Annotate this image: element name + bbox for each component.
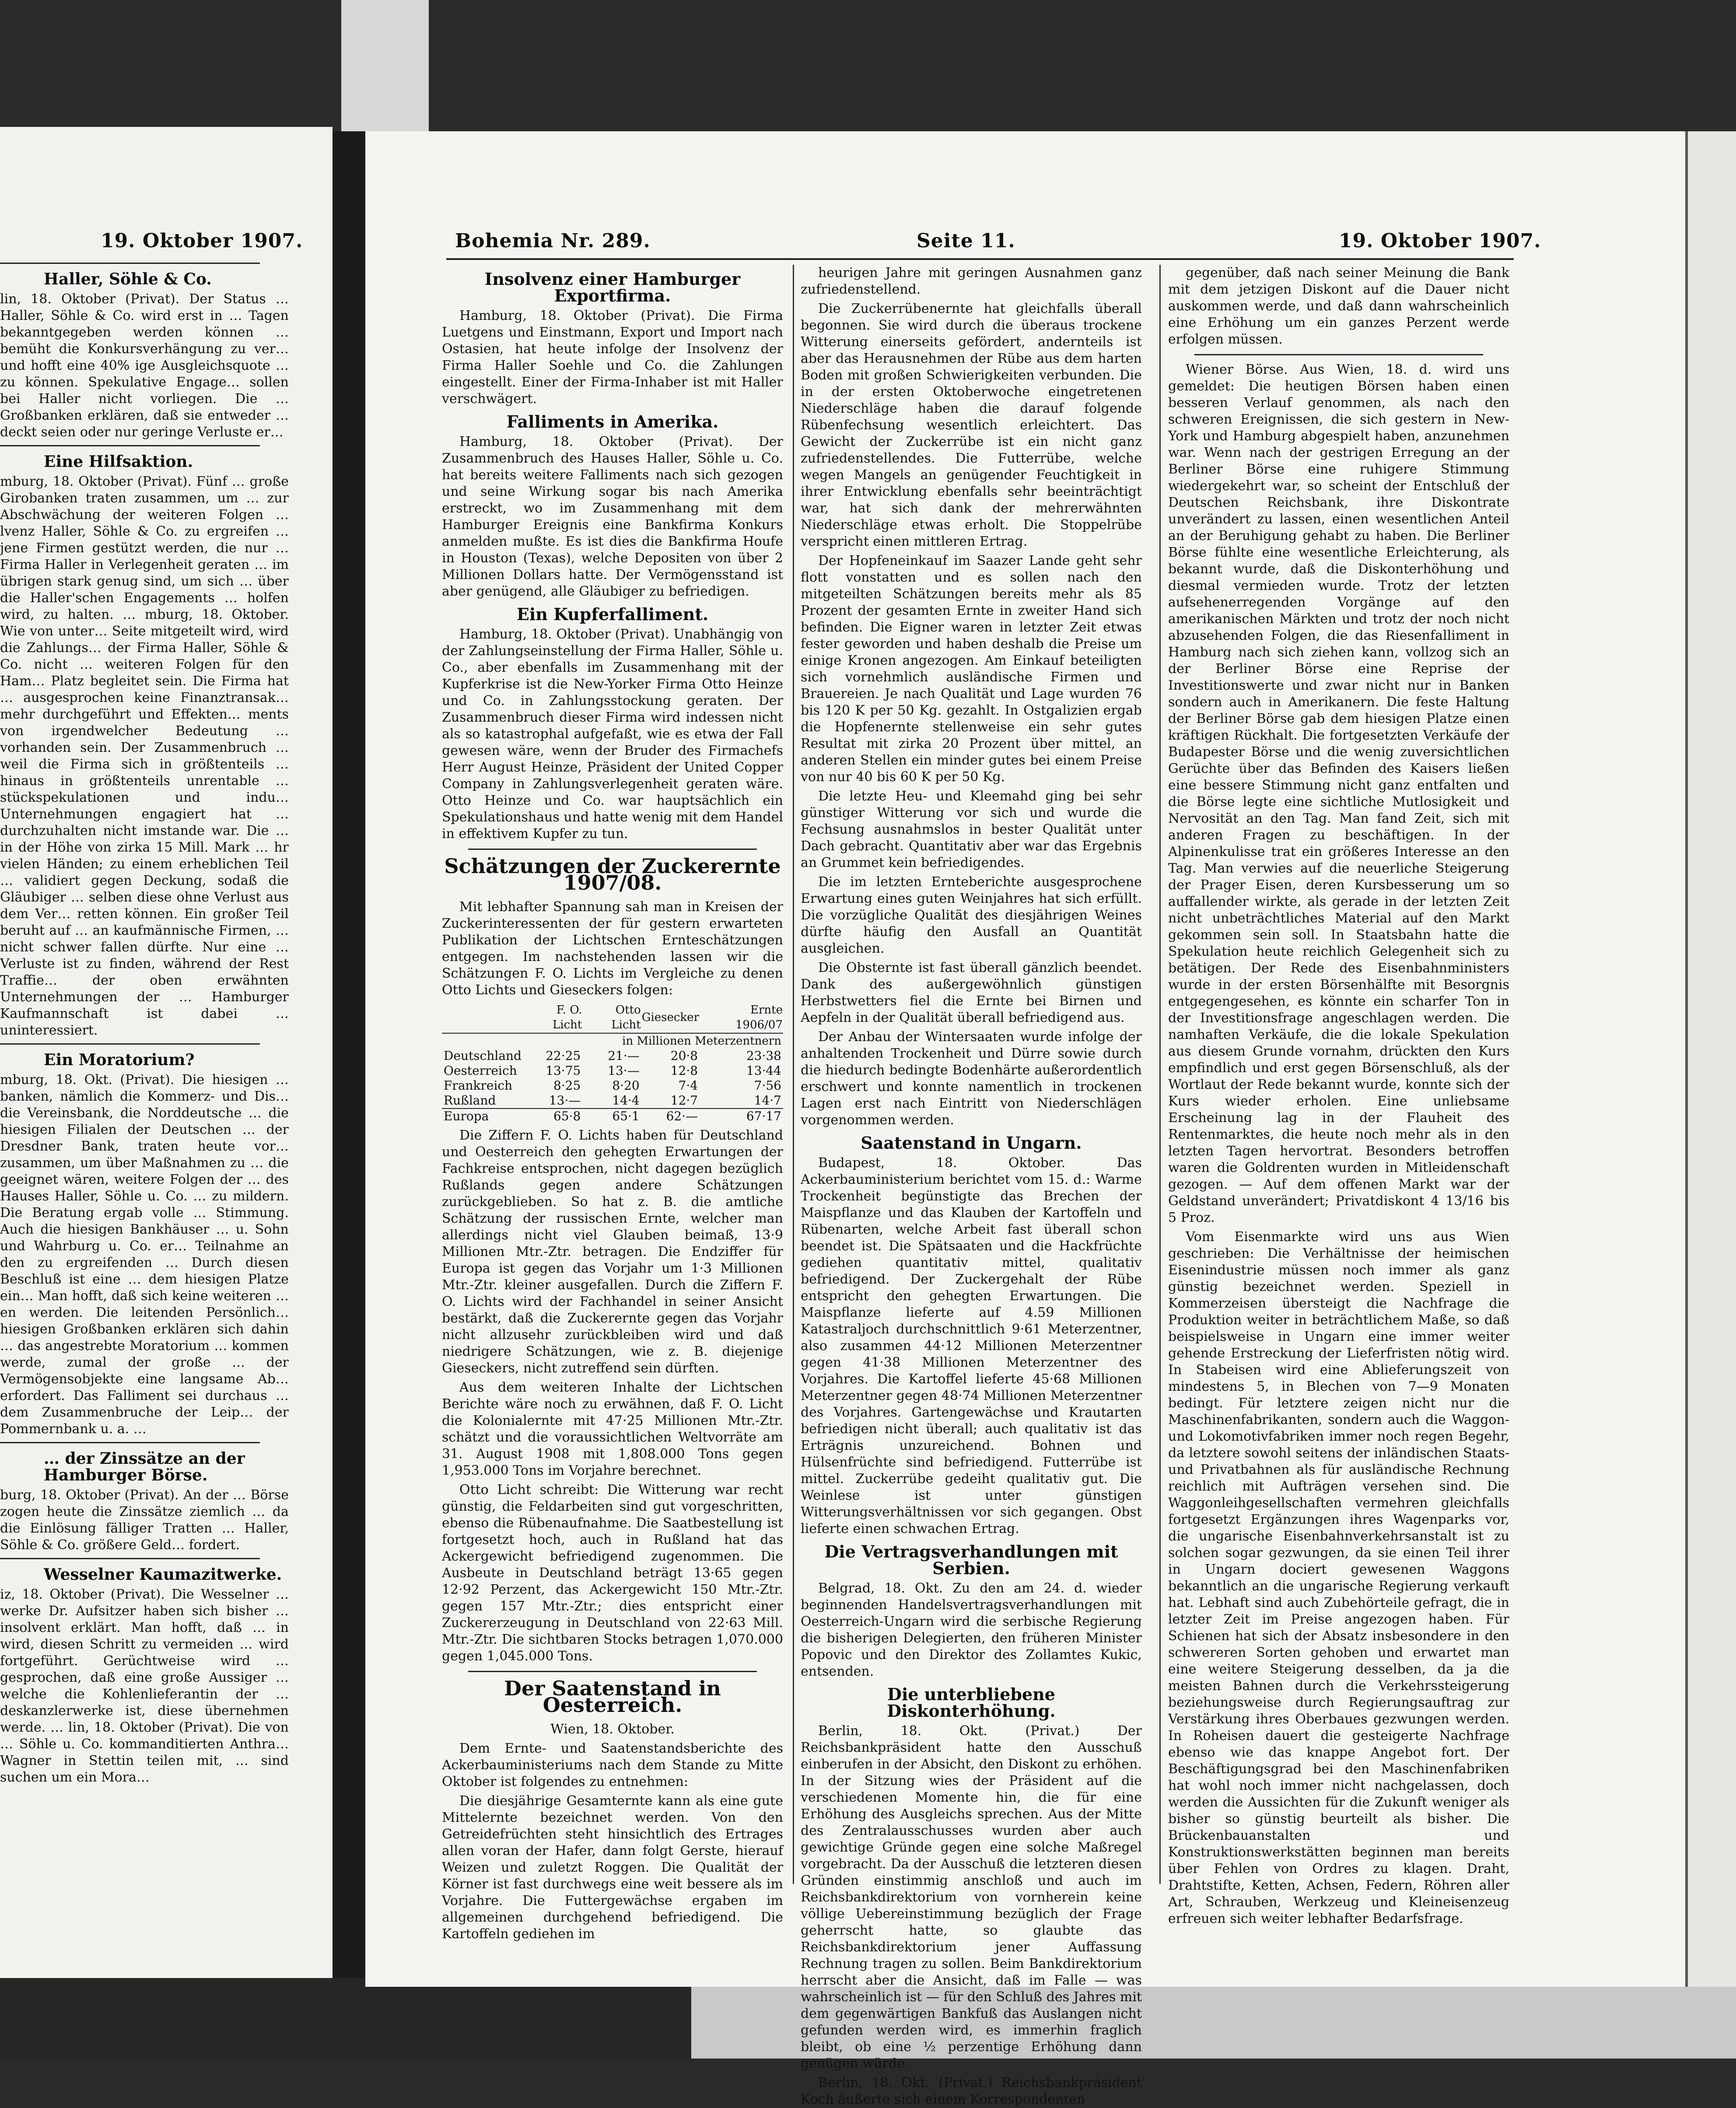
table-cell: 13·—	[608, 1063, 640, 1078]
article-paragraph: Die diesjährige Gesamternte kann als eine gute Mittelernte bezeichnet werden. Von den Getreidefrüchten steht hinsichtlich des Ertrages allen voran der Hafer, dann folgt Gerste, hierauf Weizen und zuletzt Roggen. Die Qualität der Körner ist fast durchwegs eine weit bessere als im Vorjahre. Die Futtergewächse ergaben im allgemeinen durchgehend befriedigend. Die Kartoffeln gediehen im	[442, 1793, 783, 1942]
table-cell: Deutschland	[444, 1049, 522, 1063]
header-rule	[446, 258, 1514, 260]
article-paragraph: Die letzte Heu- und Kleemahd ging bei sehr günstiger Witterung vor sich und wurde die Fechsung ausnahmslos in bester Qualität unter Dach gebracht. Quantitativ aber war das Ergebnis an Grummet kein befriedigendes.	[801, 789, 1142, 870]
newspaper-issue: Bohemia Nr. 289.	[455, 230, 651, 252]
article-paragraph: Hamburg, 18. Oktober (Privat). Die Firma Luetgens und Einstmann, Export und Import nach Ostasien, hat heute infolge der Insolvenz der Firma Haller Soehle und Co. die Zahlungen eingestellt. Einer der Firma-Inhaber ist mit Haller verschwägert.	[442, 308, 783, 407]
section-rule	[468, 1671, 757, 1672]
left-page-column	[0, 258, 289, 1886]
table-cell: 7·4	[678, 1078, 698, 1093]
scan-top-light-stripe	[341, 0, 429, 131]
table-cell: 65·8	[523, 1108, 582, 1124]
article-paragraph: Die Ziffern F. O. Lichts haben für Deutschland und Oesterreich den gehegten Erwartungen der Fachkreise entsprochen, nicht dagegen bezüglich Rußlands gegen andere Schätzungen zurückgeblieben. So hat z. B. die amtliche Schätzung der russischen Ernte, welcher man allerdings nicht viel Glauben beimaß, 13·9 Millionen Mtr.-Ztr. betragen. Die Endziffer für Europa ist gegen das Vorjahr um 1·3 Millionen Mtr.-Ztr. kleiner ausgefallen. Durch die Ziffern F. O. Lichts wird der Fachhandel in seiner Ansicht bestärkt, daß die Zuckerernte gegen das Vorjahr nicht allzusehr zurückbleiben wird und daß niedrigere Schätzungen, wie z. B. diejenige Gieseckers, nicht zutreffend sein dürften.	[442, 1128, 783, 1376]
article-text: iz, 18. Oktober (Privat). Die Wesselner … werke Dr. Aufsitzer haben sich bisher … insolvent erklärt. Man hofft, daß … in wird, diesen Schritt zu vermeiden … wird fortgeführt. Gerüchtweise wird … gesprochen, daß eine große Aussiger … welche die Kohlenlieferantin der … deskanzlerwerke ist, diese übernehmen werde. … lin, 18. Oktober (Privat). Die von … Söhle u. Co. kommanditierten Anthra… Wagner in Stettin teilen mit, … sind suchen um ein Mora…	[0, 1587, 289, 1785]
table-cell: 13·75	[546, 1063, 581, 1078]
article-paragraph: Dem Ernte- und Saatenstandsberichte des Ackerbauministeriums nach dem Stande zu Mitte Oktober ist folgendes zu entnehmen:	[442, 1741, 783, 1789]
table-cell: 14·4	[612, 1093, 640, 1108]
table-cell: 12·7	[670, 1093, 698, 1108]
article-text: lin, 18. Oktober (Privat). Der Status … Haller, Söhle & Co. wird erst in … Tagen bekanntgegeben werden können … bemüht die Konkursverhängung zu ver… und hofft eine 40% ige Ausgleichsquote … zu können. Spekulative Engage… sollen bei Haller nicht vorliegen. Die … Großbanken erklären, daß sie entweder … deckt seien oder nur geringe Verluste er…	[0, 291, 289, 440]
table-cell: 65·1	[582, 1108, 641, 1124]
article-paragraph: Berlin, 18. Okt. (Privat.) Reichsbankpräsident Koch äußerte sich einem Korrespondenten	[801, 2075, 1142, 2107]
section-rule	[0, 445, 260, 446]
table-cell: 14·7	[754, 1093, 781, 1108]
article-paragraph: heurigen Jahre mit geringen Ausnahmen ganz zufriedenstellend.	[801, 265, 1142, 297]
article-heading: Die Vertragsverhandlungen mit Serbien.	[824, 1542, 1118, 1578]
article-paragraph: Otto Licht schreibt: Die Witterung war recht günstig, die Feldarbeiten sind gut vorgeschritten, ebenso die Rübenaufnahme. Die Saatbestellung ist fortgesetzt hoch, auch in Rußland hat das Ackergewicht befriedigend zugenommen. Die Ausbeute in Deutschland beträgt 13·65 gegen 12·92 Perzent, das Ackergewicht 150 Mtr.-Ztr. gegen 157 Mtr.-Ztr.; dies entspricht einer Zuckererzeugung in Deutschland von 22·63 Mill. Mtr.-Ztr. Die sichtbaren Stocks betragen 1,070.000 gegen 1,045.000 Tons.	[442, 1482, 783, 1664]
article-paragraph: Berlin, 18. Okt. (Privat.) Der Reichsbankpräsident hatte den Ausschuß einberufen in der Absicht, den Diskont zu erhöhen. In der Sitzung wies der Präsident auf die verschiedenen Momente hin, die für eine Erhöhung des Ausgleichs sprechen. Aus der Mitte des Zentralausschusses wurden aber auch gewichtige Gründe gegen eine solche Maßregel vorgebracht. Da der Ausschuß die letzteren diesen Gründen einstimmig anschloß und auch im Reichsbankdirektorium von vornherein keine völlige Uebereinstimmung bezüglich der Frage geherrscht hatte, so glaubte das Reichsbankdirektorium jener Auffassung Rechnung tragen zu sollen. Beim Bankdirektorium herrscht aber die Ansicht, daß im Falle — was wahrscheinlich ist — für den Schluß des Jahres mit dem gegenwärtigen Bankfuß das Auslangen nicht gefunden werden wird, es immerhin fraglich bleibt, ob eine ½ perzentige Erhöhung dann genügen würde.	[801, 1723, 1142, 2071]
section-rule	[0, 1558, 260, 1559]
article-paragraph: Wiener Börse. Aus Wien, 18. d. wird uns gemeldet: Die heutigen Börsen haben einen besseren Verlauf genommen, als nach den schweren Ereignissen, die sich gestern in New-York und Hamburg abgespielt haben, anzunehmen war. Wenn nach der gestrigen Erregung an der Berliner Börse eine ruhigere Stimmung wiedergekehrt war, so scheint der Entschluß der Deutschen Reichsbank, ihre Diskontrate unverändert zu lassen, einen wesentlichen Anteil an der Beruhigung gehabt zu haben. Die Berliner Börse fühlte eine wesentliche Erleichterung, als bekannt wurde, daß die Diskonterhöhung und diesmal vermieden wurde. Trotz der letzten aufsehenerregenden Vorgänge auf den amerikanischen Märkten und trotz der noch nicht abzusehenden Folgen, die das Riesenfalliment in Hamburg nach sich ziehen kann, vollzog sich an der Berliner Börse eine Reprise der Investitionswerte und zwar nicht nur in Banken sondern auch in Amerikanern. Die feste Haltung der Berliner Börse gab dem hiesigen Platze einen kräftigen Rückhalt. Die fortgesetzten Verkäufe der Budapester Börse und die wenig zuversichtlichen Gerüchte über das Befinden des Kaisers ließen eine bessere Stimmung nicht ganz entfalten und die Börse legte eine sichtliche Mutlosigkeit und Nervosität an den Tag. Man fand Zeit, sich mit anderen Fragen zu beschäftigen. In der Alpinenkulisse trat ein größeres Interesse an den Tag. Man verwies auf die neuerliche Steigerung der Prager Eisen, deren Kursbesserung um so auffallender wirkte, als gerade in der letzten Zeit nicht unbeträchtliches Material auf den Markt gekommen sein soll. In Staatsbahn hatte die Spekulation heute reichlich Gelegenheit sich zu betätigen. Der Rede des Eisenbahnministers wurde in der ersten Börsenhälfte mit Besorgnis entgegengesehen, es könnte ein scharfer Ton in der Investitionsfrage angeschlagen werden. Die namhaften Verkäufe, die die lokale Spekulation aus diesem Grunde vornahm, drückten den Kurs empfindlich und erst gegen Börsenschluß, als der Wortlaut der Rede bekannt wurde, konnte sich der Kurs wieder erholen. Eine unliebsame Erscheinung lag in der Flauheit des Rentenmarktes, die heute noch mehr als in den letzten Tagen hervortrat. Besonders betroffen waren die Goldrenten wurden in Mitleidenschaft gezogen. — Auf dem offenen Markt war der Geldstand unverändert; Privatdiskont 4 13/16 bis 5 Proz.	[1168, 362, 1509, 1225]
article-heading: Haller, Söhle & Co.	[44, 270, 212, 288]
article-heading: Die unterbliebene Diskonterhöhung.	[887, 1684, 1056, 1721]
dateline: Wien, 18. Oktober.	[550, 1722, 675, 1737]
article-paragraph: Vom Eisenmarkte wird uns aus Wien geschrieben: Die Verhältnisse der heimischen Eisenindustrie müssen noch immer als ganz günstig bezeichnet werden. Speziell in Kommerzeisen übersteigt die Nachfrage die Produktion weiter in beträchtlichem Maße, so daß beispielsweise in Ungarn eine immer weiter gehende Erstreckung der Lieferfristen nötig wird. In Stabeisen wird eine Ablieferungszeit von mindestens 5, in Blechen von 7—9 Monaten bedingt. Für letztere zeigen nicht nur die Maschinenfabrikanten, sondern auch die Waggon- und Lokomotivfabriken immer noch regen Begehr, da letztere sowohl seitens der inländischen Staats- und Privatbahnen als für ausländische Rechnung reichlich mit Aufträgen versehen sind. Die Waggonleihgesellschaften vermehren gleichfalls fortgesetzt Ergänzungen ihres Wagenparks vor, die ungarische Eisenbahnverkehrsanstalt ist zu solchen sogar gezwungen, da sie einen Teil ihrer in Ungarn dociert gewesenen Waggons bekanntlich an die ungarische Regierung verkauft hat. Lebhaft sind auch Zubehörteile gefragt, die in letzter Zeit im Preise angezogen haben. Für Schienen hat sich der Absatz insbesondere in den schwereren Sorten gehoben und erwartet man eine weitere Steigerung desselben, da ja die meisten Bahnen durch die Verkehrssteigerung beziehungsweise durch Regierungsauftrag zur Verstärkung ihres Oberbaues gezwungen werden. In Roheisen dauert die gesteigerte Nachfrage ebenso wie das knappe Angebot fort. Der Beschäftigungsgrad bei den Maschinenfabriken hat wohl noch immer nicht nachgelassen, doch werden die Aussichten für die Zukunft weniger als bisher so günstig beurteilt als bisher. Die Brückenbauanstalten und Konstruktionswerkstätten beginnen man bereits über Fehlen von Ordres zu klagen. Draht, Drahtstifte, Ketten, Achsen, Federn, Röhren aller Art, Schrauben, Werkzeug und Kleineisenzeug erfreuen sich weiter lebhafter Bedarfsfrage.	[1168, 1229, 1509, 1926]
article-paragraph: Budapest, 18. Oktober. Das Ackerbauministerium berichtet vom 15. d.: Warme Trockenheit begünstigte das Brechen der Maispflanze und das Klauben der Kartoffeln und Rübenarten, welche Arbeit fast überall schon beendet ist. Die Spätsaaten und die Hackfrüchte gediehen quantitativ mittel, qualitativ befriedigend. Der Zuckergehalt der Rübe entspricht den gehegten Erwartungen. Die Maispflanze lieferte auf 4.59 Millionen Katastraljoch durchschnittlich 9·61 Meterzentner, also zusammen 44·12 Millionen Meterzentner gegen 41·38 Millionen Meterzentner des Vorjahres. Die Kartoffel lieferte 45·68 Millionen Meterzentner gegen 48·74 Millionen Meterzentner des Vorjahres. Gartengewächse und Krautarten befriedigen nicht überall; auch qualitativ ist das Erträgnis unzureichend. Bohnen und Hülsenfrüchte sind befriedigend. Futterrübe ist mittel. Zuckerrübe gedeiht qualitativ gut. Die Weinlese ist unter günstigen Witterungsverhältnissen vor sich gegangen. Obst lieferte einen schwachen Ertrag.	[801, 1155, 1142, 1536]
article-heading: Ein Moratorium?	[44, 1051, 195, 1069]
table-cell: 7·56	[754, 1078, 781, 1093]
article-paragraph: Hamburg, 18. Oktober (Privat). Unabhängig von der Zahlungseinstellung der Firma Haller, Söhle u. Co., aber ebenfalls im Zusammenhang mit der Kupferkrise ist die New-Yorker Firma Otto Heinze und Co. in Zahlungsstockung geraten. Der Zusammenbruch dieser Firma wird indessen nicht als so katastrophal aufgefaßt, wie es etwa der Fall gewesen wäre, wenn der Bruder des Firmachefs Herr August Heinze, Präsident der United Copper Company in Zahlungsverlegenheit geraten wäre. Otto Heinze und Co. war hauptsächlich ein Spekulationshaus und hatte wenig mit dem Handel in effektivem Kupfer zu tun.	[442, 627, 783, 842]
table-cell: 13·44	[746, 1063, 781, 1078]
table-header: Giesecker	[641, 1002, 700, 1033]
table-header: Ernte 1906/07	[700, 1002, 783, 1033]
table-header: F. O. Licht	[523, 1002, 582, 1033]
article-heading: Falliments in Amerika.	[506, 412, 719, 431]
table-row	[442, 1093, 783, 1108]
table-header: Otto Licht	[582, 1002, 641, 1033]
article-paragraph: Der Anbau der Wintersaaten wurde infolge der anhaltenden Trockenheit und Dürre sowie durch die hiedurch bedingte Bodenhärte außerordentlich erschwert und konnte namentlich in trockenen Lagen erst nach Eintritt von Niederschlägen vorgenommen werden.	[801, 1029, 1142, 1128]
major-heading: Schätzungen der Zuckerernte 1907/08.	[444, 854, 781, 894]
table-row	[442, 1078, 783, 1093]
table-cell: 67·17	[700, 1108, 783, 1124]
article-heading: Wesselner Kaumazitwerke.	[44, 1565, 282, 1584]
right-page-date: 19. Oktober 1907.	[1339, 230, 1541, 252]
sugar-estimate-table	[442, 1002, 783, 1124]
article-paragraph: Die im letzten Ernteberichte ausgesprochene Erwartung eines guten Weinjahres hat sich erfüllt. Die vorzügliche Qualität des diesjährigen Weines dürfte häufig den Ausfall an Quantität ausgleichen.	[801, 874, 1142, 956]
table-cell: Europa	[442, 1108, 523, 1124]
table-cell: 21·—	[608, 1049, 640, 1063]
page-number: Seite 11.	[917, 230, 1015, 252]
scan-top-band	[0, 0, 1736, 131]
table-header	[442, 1002, 523, 1033]
section-rule	[0, 1043, 260, 1045]
left-page-date: 19. Oktober 1907.	[101, 230, 303, 252]
table-cell: 23·38	[746, 1049, 781, 1063]
article-paragraph: Die Obsternte ist fast überall gänzlich beendet. Dank des außergewöhnlich günstigen Herbstwetters fiel die Ernte bei Birnen und Aepfeln in der Qualität überall befriedigend aus.	[801, 960, 1142, 1025]
article-paragraph: Mit lebhafter Spannung sah man in Kreisen der Zuckerinteressenten der für gestern erwarteten Publikation der Lichtschen Ernteschätzungen entgegen. Im nachstehenden lassen wir die Schätzungen F. O. Lichts im Vergleiche zu denen Otto Lichts und Gieseckers folgen:	[442, 899, 783, 998]
article-text: mburg, 18. Oktober (Privat). Fünf … große Girobanken traten zusammen, um … zur Abschwächung der weiteren Folgen … lvenz Haller, Söhle & Co. zu ergreifen … jene Firmen gestützt werden, die nur … Firma Haller in Verlegenheit geraten … im übrigen stark genug sind, um sich … über die Haller'schen Engagements … holfen wird, zu halten. … mburg, 18. Oktober. Wie von unter… Seite mitgeteilt wird, wird die Zahlungs… der Firma Haller, Söhle & Co. nicht … weiteren Folgen für den Ham… Platz begleitet sein. Die Firma hat … ausgesprochen keine Finanztransak… mehr durchgeführt und Effekten… ments von irgendwelcher Bedeutung … vorhanden sein. Der Zusammenbruch … weil die Firma sich in größtenteils … hinaus in größtenteils unrentable … stückspekulationen und indu… Unternehmungen engagiert hat … durchzuhalten nicht imstande war. Die … in der Höhe von zirka 15 Mill. Mark … hr vielen Händen; zu einem erheblichen Teil … validiert gegen Deckung, sodaß die Gläubiger … selben diese ohne Verlust aus dem Ver… retten können. Ein großer Teil beruht auf … an kaufmännische Firmen, … nicht schwer fallen dürfte. Nur eine … Verluste ist zu finden, während der Rest Traffie… der oben erwähnten Unternehmungen der … Hamburger Kaufmannschaft ist dabei … uninteressiert.	[0, 474, 289, 1038]
column-divider-1	[793, 265, 794, 1884]
article-heading: Eine Hilfsaktion.	[44, 452, 193, 471]
major-heading: Der Saatenstand in Oesterreich.	[504, 1677, 721, 1717]
column-1	[442, 265, 783, 1942]
table-total-row	[442, 1108, 783, 1124]
article-paragraph: Hamburg, 18. Oktober (Privat). Der Zusammenbruch des Hauses Haller, Söhle u. Co. hat bereits weitere Falliments nach sich gezogen und seine Wirkung sogar bis nach Amerika erstreckt, wo im Zusammenhang mit dem Hamburger Ereignis eine Bankfirma Konkurs anmelden mußte. Es ist dies die Bankfirma Houfe in Houston (Texas), welche Depositen von über 2 Millionen Dollars hatte. Der Vermögensstand ist aber genügend, alle Gläubiger zu befriedigen.	[442, 434, 783, 599]
table-cell: 62·—	[641, 1108, 700, 1124]
table-row	[442, 1049, 783, 1063]
article-paragraph: Der Hopfeneinkauf im Saazer Lande geht sehr flott vonstatten und es sollen nach den mitgeteilten Schätzungen bereits mehr als 85 Prozent der gesamten Ernte in zweiter Hand sich befinden. Die Eigner waren in letzter Zeit etwas fester geworden und haben deshalb die Preise um einige Kronen angezogen. Am Einkauf beteiligten sich vornehmlich ausländische Firmen und Brauereien. Je nach Qualität und Lage wurden 76 bis 120 K per 50 Kg. gezahlt. In Ostgalizien ergab die Hopfenernte stellenweise ein sehr gutes Resultat mit zirka 20 Prozent über mittel, an anderen Stellen ein minder gutes bei einem Preise von nur 40 bis 60 K per 50 Kg.	[801, 553, 1142, 785]
table-cell: 22·25	[546, 1049, 581, 1063]
article-paragraph: Belgrad, 18. Okt. Zu den am 24. d. wieder beginnenden Handelsvertragsverhandlungen mit Oesterreich-Ungarn wird die serbische Regierung die bisherigen Delegierten, den früheren Minister Popovic und den Direktor des Zollamtes Kukic, entsenden.	[801, 1581, 1142, 1679]
table-cell: Frankreich	[444, 1078, 513, 1093]
page-edge	[1685, 131, 1736, 1987]
table-units: in Millionen Meterzentnern	[622, 1035, 781, 1048]
section-rule	[468, 849, 757, 850]
table-row	[442, 1063, 783, 1078]
article-paragraph: Die Zuckerrübenernte hat gleichfalls überall begonnen. Sie wird durch die überaus trockene Witterung einerseits gefördert, andernteils ist aber das Herausnehmen der Rübe aus dem harten Boden mit großen Schwierigkeiten verbunden. Die in der ersten Oktoberwoche eingetretenen Niederschläge haben die darauf folgende Rübenfechsung wesentlich erleichtert. Das Gewicht der Zuckerrübe ist ein nicht ganz zufriedenstellendes. Die Futterrübe, welche wegen Mangels an genügender Feuchtigkeit in ihrer Entwicklung ebenfalls sehr beeinträchtigt war, hat sich dank der mehrerwähnten Niederschläge etwas erholt. Die Stoppelrübe verspricht einen mittleren Ertrag.	[801, 301, 1142, 549]
section-rule	[0, 1442, 260, 1443]
table-cell: 8·25	[553, 1078, 581, 1093]
section-rule	[0, 263, 260, 264]
column-divider-2	[1159, 265, 1161, 1884]
table-cell: 8·20	[612, 1078, 640, 1093]
article-paragraph: Aus dem weiteren Inhalte der Lichtschen Berichte wäre noch zu erwähnen, daß F. O. Licht die Kolonialernte mit 47·25 Millionen Mtr.-Ztr. schätzt und die voraussichtlichen Weltvorräte am 31. August 1908 mit 1,808.000 Tons gegen 1,953.000 Tons im Vorjahre berechnet.	[442, 1380, 783, 1478]
table-cell: 13·—	[549, 1093, 581, 1108]
article-heading: Saatenstand in Ungarn.	[861, 1133, 1082, 1153]
article-text: mburg, 18. Okt. (Privat). Die hiesigen … banken, nämlich die Kommerz- und Dis… die Vereinsbank, die Norddeutsche … die hiesigen Filialen der Deutschen … der Dresdner Bank, traten heute vor… zusammen, um über Maßnahmen zu … die geeignet wären, weitere Folgen der … des Hauses Haller, Söhle u. Co. … zu mildern. Die Beratung ergab volle … Stimmung. Auch die hiesigen Bankhäuser … u. Sohn und Wahrburg u. Co. er… Teilnahme an den zu ergreifenden … Durch diesen Beschluß ist eine … dem hiesigen Platze ein… Man hofft, daß sich keine weiteren … en werden. Die leitenden Persönlich… hiesigen Großbanken erklären sich dahin … das angestrebte Moratorium … kommen werde, zumal der große … der Vermögensobjekte eine langsame Ab… erfordert. Das Falliment sei durchaus … dem Zusammenbruche der Leip… der Pommernbank u. a. …	[0, 1072, 289, 1437]
article-paragraph: gegenüber, daß nach seiner Meinung die Bank mit dem jetzigen Diskont auf die Dauer nicht auskommen werde, und daß dann wahrscheinlich eine Erhöhung um ein ganzes Perzent werde erfolgen müssen.	[1168, 265, 1509, 347]
article-heading: … der Zinssätze an der Hamburger Börse.	[44, 1449, 245, 1484]
section-rule	[1194, 354, 1483, 355]
article-heading: Insolvenz einer Hamburger Exportfirma.	[484, 269, 741, 305]
table-cell: 20·8	[670, 1049, 698, 1063]
column-3	[1168, 265, 1509, 1926]
article-heading: Ein Kupferfalliment.	[516, 604, 709, 624]
table-cell: 12·8	[670, 1063, 698, 1078]
table-cell: Rußland	[444, 1093, 496, 1108]
column-2	[801, 265, 1142, 2107]
article-text: burg, 18. Oktober (Privat). An der … Börse zogen heute die Zinssätze ziemlich … da die Einlösung fälliger Tratten … Haller, Söhle & Co. größere Geld… fordert.	[0, 1487, 289, 1553]
table-cell: Oesterreich	[444, 1063, 517, 1078]
